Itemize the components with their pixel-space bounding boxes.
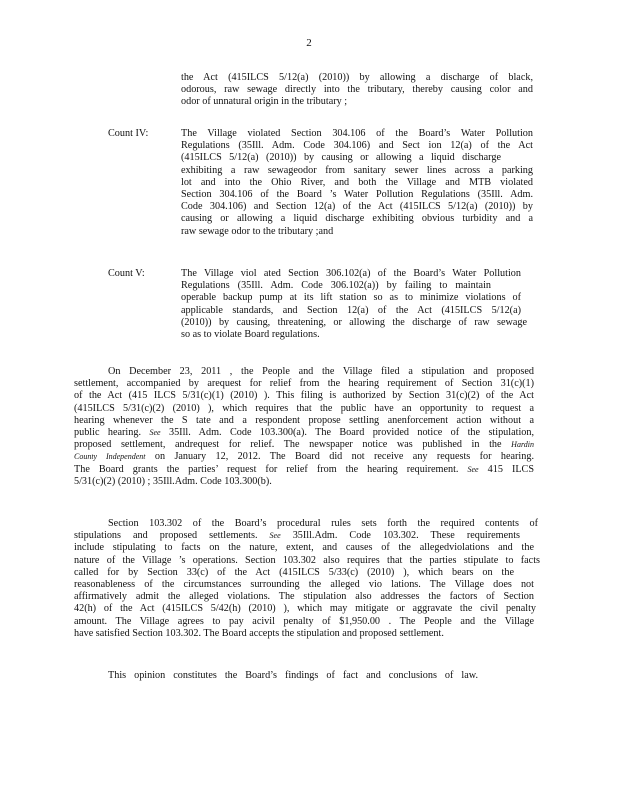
newspaper-name: County Independent (74, 452, 146, 462)
count-iv-text (181, 128, 533, 238)
text-fragment: stipulations and proposed settlements. (74, 530, 258, 542)
text-line: amount. The Village agrees to pay acivil penalty of $1,950.00 . The People and the Village (74, 615, 534, 627)
count-iii-continuation (181, 72, 533, 109)
text-fragment: The Board grants the parties’ request for relief from the hearing requirement. (74, 463, 459, 475)
text-fragment: public hearing. (74, 426, 141, 438)
text-line: exhibiting a raw sewageodor from sanitary sewer lines across a parking (181, 164, 533, 176)
text-line: reasonableness of the circumstances surrounding the alleged vio lations. The Village does not (74, 578, 534, 590)
text-line: Code 304.106) and Section 12(a) of the Act (415ILCS 5/12(a) (2010)) by (181, 201, 533, 213)
text-line: lot and into the Ohio River, and both the Village and MTB violated (181, 176, 533, 188)
text-line (74, 439, 534, 451)
text-line: of the Act (415 ILCS 5/31(c)(1) (2010) ). This filing is authorized by Section 31(c)(2) of the Act (74, 390, 534, 402)
text-line: 5/31(c)(2) (2010) ; 35Ill.Adm. Code 103.300(b). (74, 475, 272, 487)
text-line: Section 304.106 of the Board ’s Water Pollution Regulations (35Ill. Adm. (181, 188, 533, 200)
text-line: settlement, accompanied by arequest for relief from the hearing requirement of Section 31(c)(1) (74, 378, 534, 390)
text-fragment: 35Ill.Adm. Code 103.302. These requirements (292, 530, 520, 542)
text-line: raw sewage odor to the tributary ;and (181, 225, 334, 237)
text-fragment: 35Ill. Adm. Code 103.300(a). The Board provided notice of the stipulation, (168, 426, 535, 438)
rules-paragraph (74, 518, 540, 640)
text-line: so as to violate Board regulations. (181, 328, 320, 340)
text-fragment: 415 ILCS (487, 463, 535, 475)
text-line: (415ILCS 5/31(c)(2) (2010) ), which requires that the public have an opportunity to request a (74, 402, 534, 414)
text-line: nature of the Village ’s operations. Section 103.302 also requires that the parties stipulate to facts (74, 554, 540, 566)
text-line: odorous, raw sewage directly into the tributary, thereby causing color and (181, 84, 533, 96)
text-line: the Act (415ILCS 5/12(a) (2010)) by allowing a discharge of black, (181, 72, 533, 83)
text-line: applicable standards, and Section 12(a) of the Act (415ILCS 5/12(a) (181, 304, 521, 316)
text-line: called for by Section 33(c) of the Act (415ILCS 5/33(c) (2010) ), which bears on the (74, 566, 514, 578)
text-line: This opinion constitutes the Board’s findings of fact and conclusions of law. (108, 670, 478, 681)
text-line: causing or allowing a liquid discharge exhibiting obvious turbidity and a (181, 213, 533, 225)
text-line: odor of unnatural origin in the tributary ; (181, 96, 348, 108)
closing-statement (108, 670, 478, 682)
text-line: The Village viol ated Section 306.102(a) of the Board’s Water Pollution (181, 268, 521, 279)
text-line: (2010)) by causing, threatening, or allowing the discharge of raw sewage (181, 316, 527, 328)
count-iv-label: Count IV: (108, 128, 149, 139)
text-fragment: on January 12, 2012. The Board did not receive any requests for hearing. (154, 451, 534, 463)
see-signal: See (467, 464, 479, 474)
count-v-label: Count V: (108, 268, 145, 279)
text-line: Regulations (35Ill. Adm. Code 306.102(a)) by failing to maintain (181, 280, 491, 292)
text-line (74, 530, 520, 542)
text-line: On December 23, 2011 , the People and the Village filed a stipulation and proposed (108, 366, 534, 377)
count-v-text (181, 268, 533, 341)
text-line: operable backup pump at its lift station so as to minimize violations of (181, 292, 521, 304)
newspaper-name: Hardin (511, 440, 534, 450)
text-line: affirmatively admit the alleged violations. The stipulation also addresses the factors of Section (74, 591, 534, 603)
text-line: The Village violated Section 304.106 of the Board’s Water Pollution (181, 128, 533, 139)
text-line: include stipulating to facts on the nature, extent, and causes of the allegedviolations and the (74, 542, 534, 554)
see-signal: See (269, 531, 281, 541)
text-line: Section 103.302 of the Board’s procedural rules sets forth the required contents of (108, 518, 538, 529)
see-signal: See (149, 427, 161, 437)
page-number: 2 (306, 37, 312, 49)
filing-paragraph (74, 366, 534, 488)
text-line: have satisfied Section 103.302. The Board accepts the stipulation and proposed settlement. (74, 627, 444, 639)
text-line (74, 427, 534, 439)
text-fragment: proposed settlement, andrequest for relief. The newspaper notice was published in the (74, 439, 502, 451)
text-line: 42(h) of the Act (415ILCS 5/42(h) (2010) ), which may mitigate or aggravate the civil penalty (74, 603, 536, 615)
text-line: hearing whenever the S tate and a respondent propose settling anenforcement action without a (74, 414, 534, 426)
text-line (74, 451, 534, 463)
text-line: Regulations (35Ill. Adm. Code 304.106) and Sect ion 12(a) of the Act (181, 140, 533, 152)
text-line (74, 464, 534, 476)
text-line: (415ILCS 5/12(a) (2010)) by causing or allowing a liquid discharge (181, 152, 501, 164)
